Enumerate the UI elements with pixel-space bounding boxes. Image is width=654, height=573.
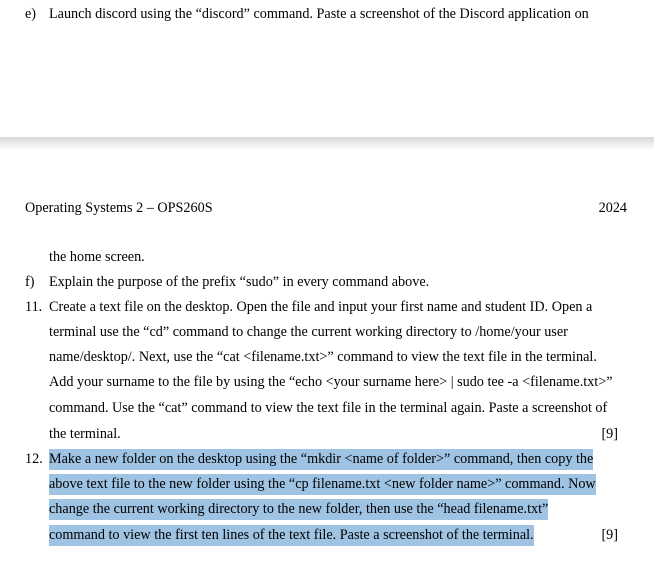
page-break [0,137,654,151]
q11-marker: 11. [25,299,43,315]
q11-line: terminal use the “cd” command to change the current working directory to /home/your user [49,324,568,340]
q11-line: Create a text file on the desktop. Open the file and input your first name and student ID. Open a [49,299,593,315]
q12-marks: [9] [601,527,618,543]
item-f-text: Explain the purpose of the prefix “sudo” in every command above. [49,274,430,290]
q12-marker: 12. [25,451,43,467]
q11-line: command. Use the “cat” command to view the text file in the terminal again. Paste a screenshot of [49,400,608,416]
q11-marks: [9] [601,426,618,442]
q12-line-highlighted: command to view the first ten lines of the text file. Paste a screenshot of the terminal. [49,525,534,546]
header-course: Operating Systems 2 – OPS260S [25,200,213,216]
q11-line: name/desktop/. Next, use the “cat <filename.txt>” command to view the text file in the terminal. [49,349,597,365]
item-e-continuation: the home screen. [49,249,145,265]
q11-line: the terminal. [49,426,121,442]
item-f-marker: f) [25,274,35,290]
q12-line-highlighted: above text file to the new folder using the “cp filename.txt <new folder name>” command. Now [49,474,596,495]
q12-line-highlighted: change the current working directory to the new folder, then use the “head filename.txt” [49,499,548,520]
q12-line-highlighted: Make a new folder on the desktop using the “mkdir <name of folder>” command, then copy the [49,449,593,470]
q11-line: Add your surname to the file by using the “echo <your surname here> | sudo tee -a <filename.txt>” [49,374,613,390]
item-e-text: Launch discord using the “discord” command. Paste a screenshot of the Discord application on [49,6,589,22]
header-year: 2024 [598,200,627,216]
item-e-marker: e) [25,6,37,22]
